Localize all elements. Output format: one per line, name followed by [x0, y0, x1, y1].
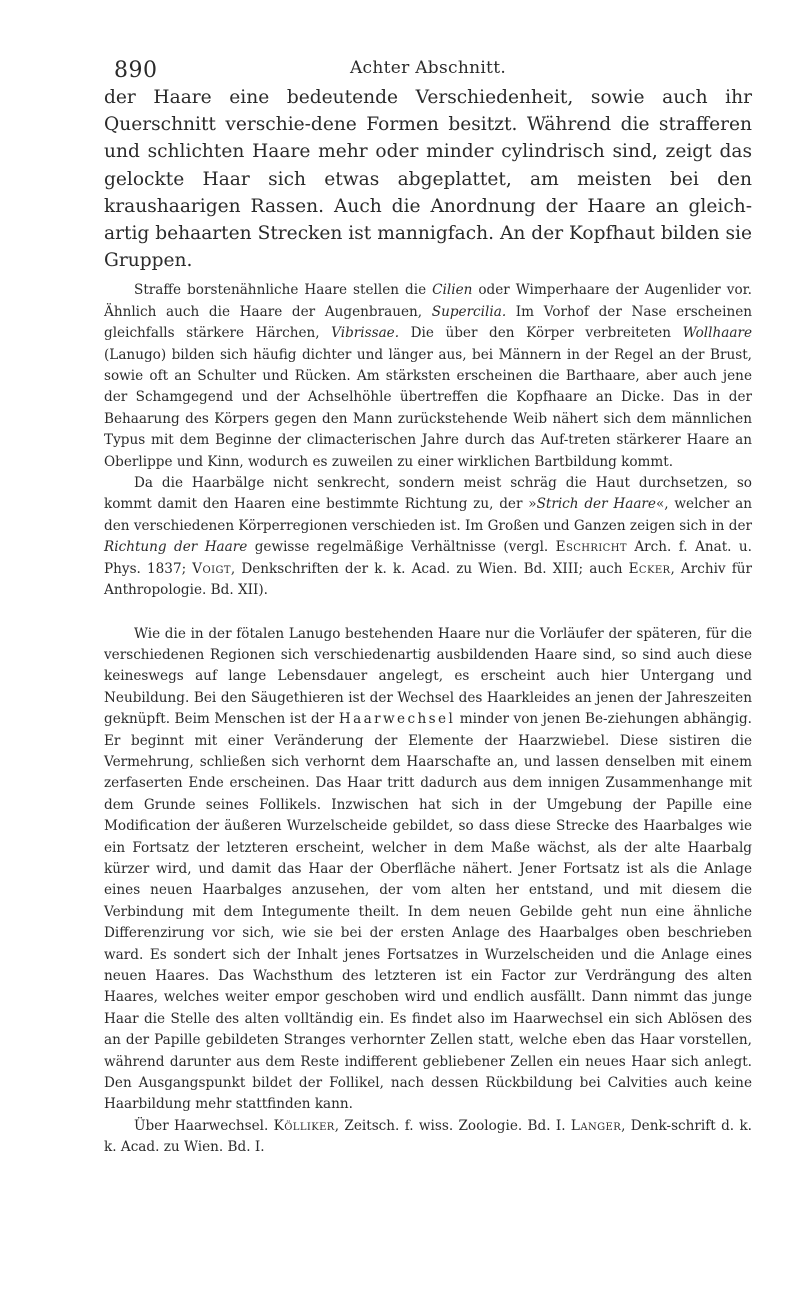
- text-run: oder Wimperhaare der Augenlider vor. Ähnlich auch die Haare der Augenbrauen,: [104, 282, 752, 320]
- text-run: Im Vorhof der Nase erscheinen gleichfalls stärkere Härchen,: [104, 303, 753, 342]
- text-run: , Denk-schrift d. k. k. Acad. zu Wien. Bd. I.: [104, 1117, 752, 1156]
- small-paragraph-hair-change: [104, 624, 752, 1116]
- author-name: Voigt: [192, 560, 231, 577]
- small-paragraph-hair-direction: [104, 473, 752, 601]
- book-page: [104, 30, 752, 1159]
- italic-term: Supercilia.: [431, 303, 507, 320]
- italic-term: Wollhaare: [682, 325, 752, 342]
- italic-term: Vibrissae.: [331, 325, 400, 342]
- text-run: Über Haarwechsel.: [134, 1117, 274, 1134]
- running-title: Achter Abschnitt.: [349, 58, 507, 78]
- text-run: , Zeitsch. f. wiss. Zoologie. Bd. I.: [334, 1117, 571, 1134]
- running-head: [104, 30, 752, 83]
- italic-term: Strich der Haare: [536, 496, 656, 513]
- text-run: Wie die in der fötalen Lanugo bestehenden Haare nur die Vorläufer der späteren, für die verschiedenen Regionen sich verschiedenartig ausbildenden Haare sind, so sind auch diese keineswegs auf lange Lebensdauer angelegt, es erscheint auch hier Untergang und Neubildung. Bei den Säugethieren ist der Wechsel des Haarkleides an jenen der Jahreszeiten geknüpft. Beim Menschen ist der: [104, 625, 752, 728]
- author-name: Ecker: [628, 560, 671, 577]
- lead-paragraph: der Haare eine bedeutende Verschiedenheit, sowie auch ihr Querschnitt verschie-dene Formen besitzt. Während die strafferen und schlichten Haare mehr oder minder cylindrisch sind, zeigt das gelockte Haar sich etwas abgeplattet, am meisten bei den kraushaarigen Rassen. Auch die Anordnung der Haare an gleich-artig behaarten Strecken ist mannigfach. An der Kopfhaut bilden sie Gruppen.: [104, 87, 752, 272]
- italic-term: Cilien: [432, 282, 473, 299]
- author-name: Langer: [570, 1117, 622, 1134]
- text-run: Arch. f. Anat. u. Phys. 1837;: [104, 539, 752, 577]
- text-run: (Lanugo) bilden sich häufig dichter und länger aus, bei Männern in der Regel an der Brust, sowie oft an Schulter und Rücken. Am stärksten erscheinen die Barthaare, aber auch jene der Schamgegend und der Achselhöhle übertreffen die Kopfhaare an Dicke. Das in der Behaarung des Körpers gegen den Mann zurückstehende Weib nähert sich dem männlichen Typus mit dem Beginne der climacterischen Jahre durch das Auf-treten stärkerer Haare an Oberlippe und Kinn, wodurch es zuweilen zu einer wirklichen Bartbildung kommt.: [104, 346, 752, 470]
- spaced-term: Haarwechsel: [338, 711, 456, 728]
- text-run: , Denkschriften der k. k. Acad. zu Wien. Bd. XIII; auch: [230, 560, 629, 577]
- text-run: , Archiv für Anthropologie. Bd. XII).: [104, 560, 752, 599]
- text-run: Straffe borstenähnliche Haare stellen die: [134, 282, 433, 299]
- small-paragraph-hair-types: [104, 280, 752, 473]
- text-run: gewisse regelmäßige Verhältnisse (vergl.: [247, 539, 556, 556]
- small-paragraph-literature: [104, 1116, 752, 1159]
- text-run: Die über den Körper verbreiteten: [399, 325, 683, 342]
- text-run: minder von jenen Be-ziehungen abhängig. Er beginnt mit einer Veränderung der Elemente der Haarzwiebel. Diese sistiren die Vermehrung, schließen sich verhornt dem Haarschafte an, und lassen denselben mit einem zerfaserten Ende erscheinen. Das Haar tritt dadurch aus dem innigen Zusammenhange mit dem Grunde seines Follikels. Inzwischen hat sich in der Umgebung der Papille eine Modification der äußeren Wurzelscheide gebildet, so dass diese Strecke des Haarbalges wie ein Fortsatz der letzteren erscheint, welcher in dem Maße wächst, als der alte Haarbalg kürzer wird, und damit das Haar der Oberfläche nähert. Jener Fortsatz ist als die Anlage eines neuen Haarbalges anzusehen, der vom alten her entstand, und mit diesem die Verbindung mit dem Integumente theilt. In dem neuen Gebilde geht nun eine ähnliche Differenzirung vor sich, wie sie bei der ersten Anlage des Haarbalges oben beschrieben ward. Es sondert sich der Inhalt jenes Fortsatzes in Wurzelscheiden und die Anlage eines neuen Haares. Das Wachsthum des letzteren ist ein Factor zur Verdrängung des alten Haares, welches weiter empor geschoben wird und endlich ausfällt. Dann nimmt das junge Haar die Stelle des alten volltändig ein. Es findet also im Haarwechsel ein sich Ablösen des an der Papille gebildeten Stranges verhornter Zellen statt, welche eben das Haar vorstellen, während darunter aus dem Reste indifferent gebliebener Zellen ein neues Haar sich anlegt. Den Ausgangspunkt bildet der Follikel, nach dessen Rückbildung bei Calvities auch keine Haarbildung mehr stattfinden kann.: [104, 711, 752, 1113]
- author-name: Kölliker: [273, 1117, 335, 1134]
- author-name: Eschricht: [555, 539, 627, 556]
- section-gap: [104, 602, 752, 624]
- italic-term: Richtung der Haare: [104, 539, 248, 556]
- text-run: Da die Haarbälge nicht senkrecht, sondern meist schräg die Haut durchsetzen, so kommt damit den Haaren eine bestimmte Richtung zu, der »: [104, 475, 752, 513]
- page-number: 890: [114, 58, 158, 83]
- text-run: «, welcher an den verschiedenen Körperregionen verschieden ist. Im Großen und Ganzen zeigen sich in der: [104, 496, 752, 534]
